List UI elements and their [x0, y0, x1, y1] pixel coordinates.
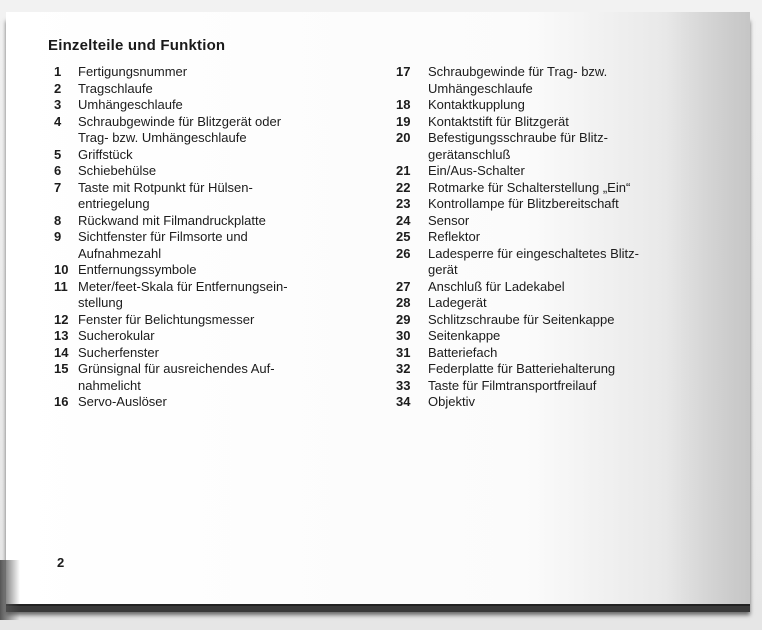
parts-list-item [54, 97, 384, 114]
item-description: Schraubgewinde für Blitzgerät oder Trag- bzw. Umhängeschlaufe [78, 113, 282, 145]
parts-list-item [54, 312, 384, 329]
item-number: 1 [54, 64, 62, 79]
page-corner-shadow [0, 560, 20, 620]
parts-list-item [396, 361, 726, 378]
page-number: 2 [57, 555, 65, 570]
item-number: 34 [396, 394, 411, 409]
item-description: Sucherokular [78, 328, 155, 343]
item-description: Ein/Aus-Schalter [428, 163, 525, 178]
item-number: 32 [396, 361, 411, 376]
item-description: Batteriefach [428, 344, 498, 360]
item-description: Entfernungssymbole [78, 262, 197, 277]
item-number: 24 [396, 212, 411, 228]
item-number: 26 [396, 245, 411, 261]
parts-list-item [54, 328, 384, 345]
item-description: Meter/feet-Skala für Entfernungsein- stellung [78, 278, 288, 310]
item-description: Anschluß für Ladekabel [428, 278, 565, 294]
parts-list-left [54, 64, 384, 411]
item-description: Ladegerät [428, 295, 487, 310]
item-number: 6 [54, 163, 62, 178]
item-description: Umhängeschlaufe [78, 97, 183, 112]
item-number: 33 [396, 377, 411, 393]
parts-list-item [396, 64, 726, 97]
item-description: Reflektor [428, 229, 481, 244]
parts-list-item [54, 147, 384, 164]
item-description: Rückwand mit Filmandruckplatte [78, 212, 266, 228]
parts-list-item [54, 345, 384, 362]
parts-list-item [54, 64, 384, 81]
item-number: 5 [54, 146, 62, 162]
item-description: Federplatte für Batteriehalterung [428, 361, 616, 376]
item-number: 21 [396, 163, 411, 178]
item-description: Sichtfenster für Filmsorte und Aufnahmezahl [78, 229, 248, 261]
item-number: 23 [396, 196, 411, 211]
item-number: 7 [54, 179, 62, 195]
item-number: 14 [54, 344, 69, 360]
parts-list-item [396, 394, 726, 411]
parts-list-item [54, 81, 384, 98]
parts-list-item [396, 180, 726, 197]
item-description: Sucherfenster [78, 344, 159, 360]
parts-list-item [396, 213, 726, 230]
parts-list-item [396, 130, 726, 163]
item-number: 17 [396, 64, 411, 79]
item-description: Schraubgewinde für Trag- bzw. Umhängeschlaufe [428, 64, 608, 96]
item-description: Schiebehülse [78, 163, 157, 178]
item-number: 30 [396, 328, 411, 343]
parts-list-item [54, 163, 384, 180]
item-number: 31 [396, 344, 411, 360]
parts-list-item [396, 114, 726, 131]
parts-list-item [396, 279, 726, 296]
item-number: 9 [54, 229, 62, 244]
item-number: 8 [54, 212, 62, 228]
item-number: 16 [54, 394, 69, 409]
item-number: 13 [54, 328, 69, 343]
section-heading: Einzelteile und Funktion [48, 37, 226, 54]
parts-list-item [54, 213, 384, 230]
item-description: Kontaktkupplung [428, 97, 525, 112]
item-number: 11 [54, 278, 68, 294]
parts-list-item [396, 163, 726, 180]
parts-list-item [396, 345, 726, 362]
item-number: 29 [396, 311, 411, 327]
parts-list-right [396, 64, 726, 411]
item-description: Fertigungsnummer [78, 64, 188, 79]
item-number: 18 [396, 97, 411, 112]
parts-list-item [396, 295, 726, 312]
parts-list-item [396, 328, 726, 345]
item-number: 2 [54, 80, 62, 96]
parts-list-item [396, 378, 726, 395]
parts-list-item [396, 246, 726, 279]
parts-list-item [396, 97, 726, 114]
parts-list-item [54, 279, 384, 312]
item-number: 10 [54, 262, 69, 277]
parts-list-item [54, 180, 384, 213]
item-description: Kontaktstift für Blitzgerät [428, 113, 569, 129]
item-number: 4 [54, 113, 62, 129]
item-description: Ladesperre für eingeschaltetes Blitz- gerät [428, 245, 640, 277]
item-number: 12 [54, 311, 69, 327]
item-description: Schlitzschraube für Seitenkappe [428, 311, 615, 327]
item-number: 15 [54, 361, 69, 376]
item-description: Grünsignal für ausreichendes Auf- nahmelicht [78, 361, 275, 393]
parts-list-item [54, 114, 384, 147]
item-description: Objektiv [428, 394, 475, 409]
item-number: 20 [396, 130, 411, 145]
item-number: 22 [396, 179, 411, 195]
item-description: Taste für Filmtransportfreilauf [428, 377, 597, 393]
item-description: Tragschlaufe [78, 80, 153, 96]
item-description: Seitenkappe [428, 328, 501, 343]
item-description: Rotmarke für Schalterstellung „Ein“ [428, 179, 631, 195]
item-description: Servo-Auslöser [78, 394, 167, 409]
parts-list-item [396, 312, 726, 329]
parts-list-item [54, 229, 384, 262]
item-description: Kontrollampe für Blitzbereitschaft [428, 196, 619, 211]
parts-list-item [54, 361, 384, 394]
item-number: 28 [396, 295, 411, 310]
parts-list-item [54, 262, 384, 279]
item-description: Griffstück [78, 146, 133, 162]
item-description: Taste mit Rotpunkt für Hülsen- entriegelung [78, 179, 253, 211]
item-description: Fenster für Belichtungsmesser [78, 311, 255, 327]
item-number: 19 [396, 113, 411, 129]
parts-list-item [396, 229, 726, 246]
item-number: 25 [396, 229, 411, 244]
parts-list-item [54, 394, 384, 411]
parts-list-item [396, 196, 726, 213]
item-description: Befestigungsschraube für Blitz- gerätanschluß [428, 130, 608, 162]
item-number: 3 [54, 97, 62, 112]
item-number: 27 [396, 278, 411, 294]
item-description: Sensor [428, 212, 470, 228]
